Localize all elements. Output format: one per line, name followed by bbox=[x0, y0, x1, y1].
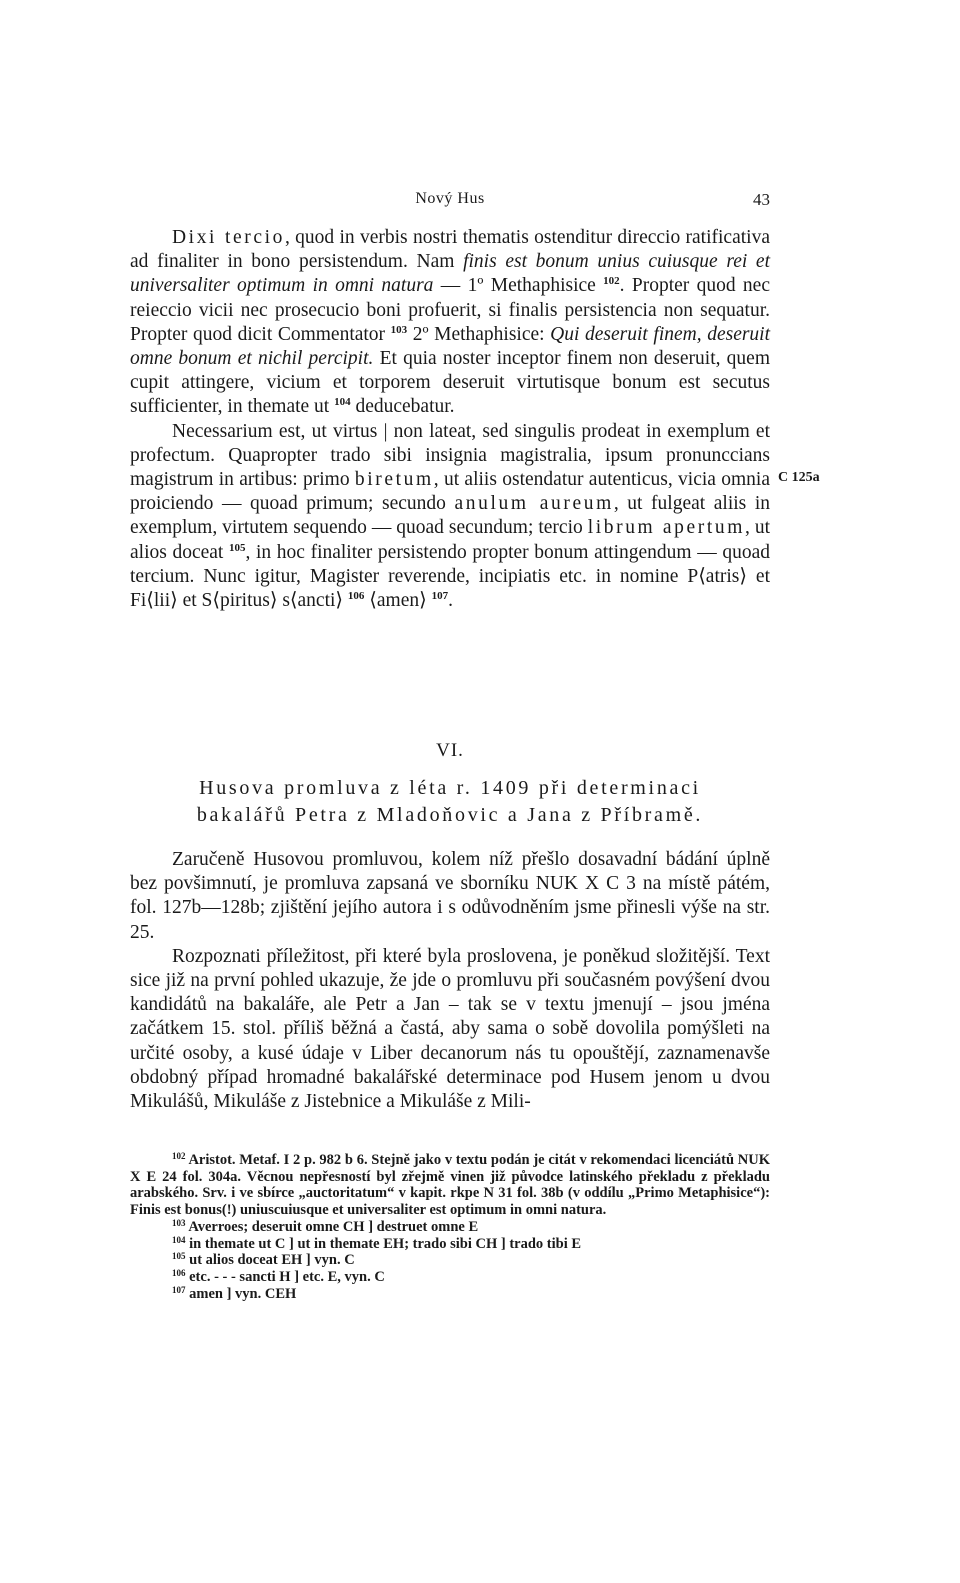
footnote-text: Averroes; deseruit omne CH ] destruet omne E bbox=[188, 1218, 479, 1235]
text-run: . bbox=[448, 590, 453, 612]
footnote-number: 104 bbox=[172, 1234, 186, 1245]
quotation: finis est bonum unius cuiusque rei et universaliter optimum in omni natura bbox=[130, 251, 771, 297]
text-run: , ut alios doceat bbox=[130, 517, 770, 563]
spaced-phrase: librum apertum bbox=[587, 517, 745, 539]
footnote bbox=[130, 1236, 770, 1253]
footnote-ref: 105 bbox=[228, 541, 246, 554]
text-run: , ut aliis ostendatur autenticus, vicia omnia proiciendo — quoad primum; secundo bbox=[130, 469, 770, 515]
text-run: , in hoc finaliter persistendo propter bonum attingendum — quoad tercium. Nunc igitur, Magister reverende, incipiatis etc. in nomine P⟨atris⟩ et Fi⟨lii⟩ et S⟨piritus⟩ s⟨ancti⟩ bbox=[130, 541, 770, 612]
footnote-ref: 103 bbox=[390, 323, 408, 336]
czech-text bbox=[130, 848, 770, 1114]
text-run: ⟨amen⟩ bbox=[364, 590, 432, 612]
czech-paragraph-2: Rozpoznati příležitost, při které byla proslovena, je poněkud složitější. Text sice již na první pohled ukazuje, že jde o promluvu při současném povýšení dvou kandidátů na bakaláře, ale Petr a Jan – tak se v textu jmenují – jsou jména začátkem 15. stol. příliš běžná a častá, aby sama o sobě dovolila pomýšleti na určité osoby, a kusé údaje v Liber decanorum nás tu opouštějí, zaznamenavše obdobný případ hromadné bakalářské determinace pod Husem jenom u dvou Mikulášů, Mikuláše z Jistebnice a Mikuláše z Mili- bbox=[130, 945, 770, 1113]
section-title-line: Husova promluva z léta r. 1409 při determinaci bbox=[199, 777, 701, 799]
section-number: VI. bbox=[436, 740, 464, 761]
text-run: , ut fulgeat aliis in exemplum, virtutem sequendo — quoad secundum; tercio bbox=[130, 493, 770, 539]
text-run: 2º Methaphisice: bbox=[407, 323, 551, 345]
text-run: Necessarium est, ut virtus | non lateat, sed singulis prodeat in exemplum et profectum. Quapropter trado sibi insignia magistralia, ipsum pronunccians magistrum in artibus: primo bbox=[130, 420, 770, 491]
latin-paragraph-1 bbox=[130, 226, 770, 420]
spaced-phrase: Dixi tercio bbox=[172, 227, 285, 248]
footnote-ref: 107 bbox=[431, 590, 449, 603]
footnote bbox=[130, 1252, 770, 1269]
footnote-number: 102 bbox=[172, 1151, 186, 1161]
footnotes bbox=[130, 1152, 770, 1302]
section-title bbox=[130, 775, 770, 829]
page-number: 43 bbox=[753, 190, 770, 209]
footnote-text: in themate ut C ] ut in themate EH; trado sibi CH ] trado tibi E bbox=[189, 1235, 582, 1252]
footnote bbox=[130, 1219, 770, 1236]
footnote-text: amen ] vyn. CEH bbox=[189, 1285, 297, 1302]
text-run: . Propter quod nec reieccio vicii nec prosecucio boni profuerit, si finalis persistencia non sequatur. Propter quod dicit Commentator bbox=[130, 275, 770, 345]
text-run: — 1º Methaphisice bbox=[433, 275, 604, 297]
running-header bbox=[130, 190, 770, 214]
spaced-phrase: biretum bbox=[354, 469, 434, 491]
footnote bbox=[130, 1152, 770, 1219]
quotation: Qui deseruit finem, deseruit omne bonum et nichil percipit. bbox=[130, 323, 771, 370]
footnote bbox=[130, 1269, 770, 1286]
text-run: Et quia noster inceptor finem non deseruit, quem cupit attingere, vicium et torporem deseruit virtutisque bonum est secutus sufficienter, in themate ut bbox=[130, 348, 771, 418]
latin-text bbox=[130, 226, 770, 613]
footnote-number: 103 bbox=[172, 1217, 186, 1228]
section-title-line: bakalářů Petra z Mladoňovic a Jana z Příbramě. bbox=[196, 804, 704, 826]
text-run: , quod in verbis nostri thematis ostenditur direccio ratificativa ad finaliter in bono persistendum. Nam bbox=[130, 227, 770, 273]
footnote bbox=[130, 1286, 770, 1303]
footnote-text: ut alios doceat EH ] vyn. C bbox=[189, 1252, 355, 1269]
spaced-phrase: anulum aureum bbox=[454, 493, 614, 515]
czech-paragraph-1: Zaručeně Husovou promluvou, kolem níž přešlo dosavadní bádání úplně bez povšimnutí, je promluva zapsaná ve sborníku NUK X C 3 na místě pátém, fol. 127b—128b; zjištění jejího autora i s odůvodněním jsme přinesli výše na str. 25. bbox=[130, 849, 770, 943]
footnote-number: 105 bbox=[172, 1251, 186, 1262]
text-run: deducebatur. bbox=[350, 396, 455, 418]
footnote-ref: 106 bbox=[347, 590, 365, 603]
footnote-text: etc. - - - sancti H ] etc. E, vyn. C bbox=[189, 1268, 385, 1285]
footnote-ref: 104 bbox=[334, 396, 351, 409]
latin-paragraph-2 bbox=[130, 420, 770, 614]
margin-folio-note: C 125a bbox=[778, 470, 820, 485]
running-title: Nový Hus bbox=[415, 190, 485, 207]
footnote-number: 106 bbox=[172, 1267, 186, 1278]
footnote-text: Aristot. Metaf. I 2 p. 982 b 6. Stejně jako v textu podán je citát v rekomendaci licenciátů NUK X E 24 fol. 304a. Věcnou nepřesností byl zřejmě vinen již původce latinského překladu z překladu arabského. Srv. i ve sbírce „auctoritatum“ v kapit. rkpe N 31 fol. 38b (v oddílu „Primo Metaphisice“): Finis est bonus(!) uniuscuiusque et universaliter est optimum in omni natura. bbox=[130, 1152, 770, 1219]
footnote-number: 107 bbox=[172, 1284, 186, 1295]
footnote-ref: 102 bbox=[603, 275, 620, 288]
